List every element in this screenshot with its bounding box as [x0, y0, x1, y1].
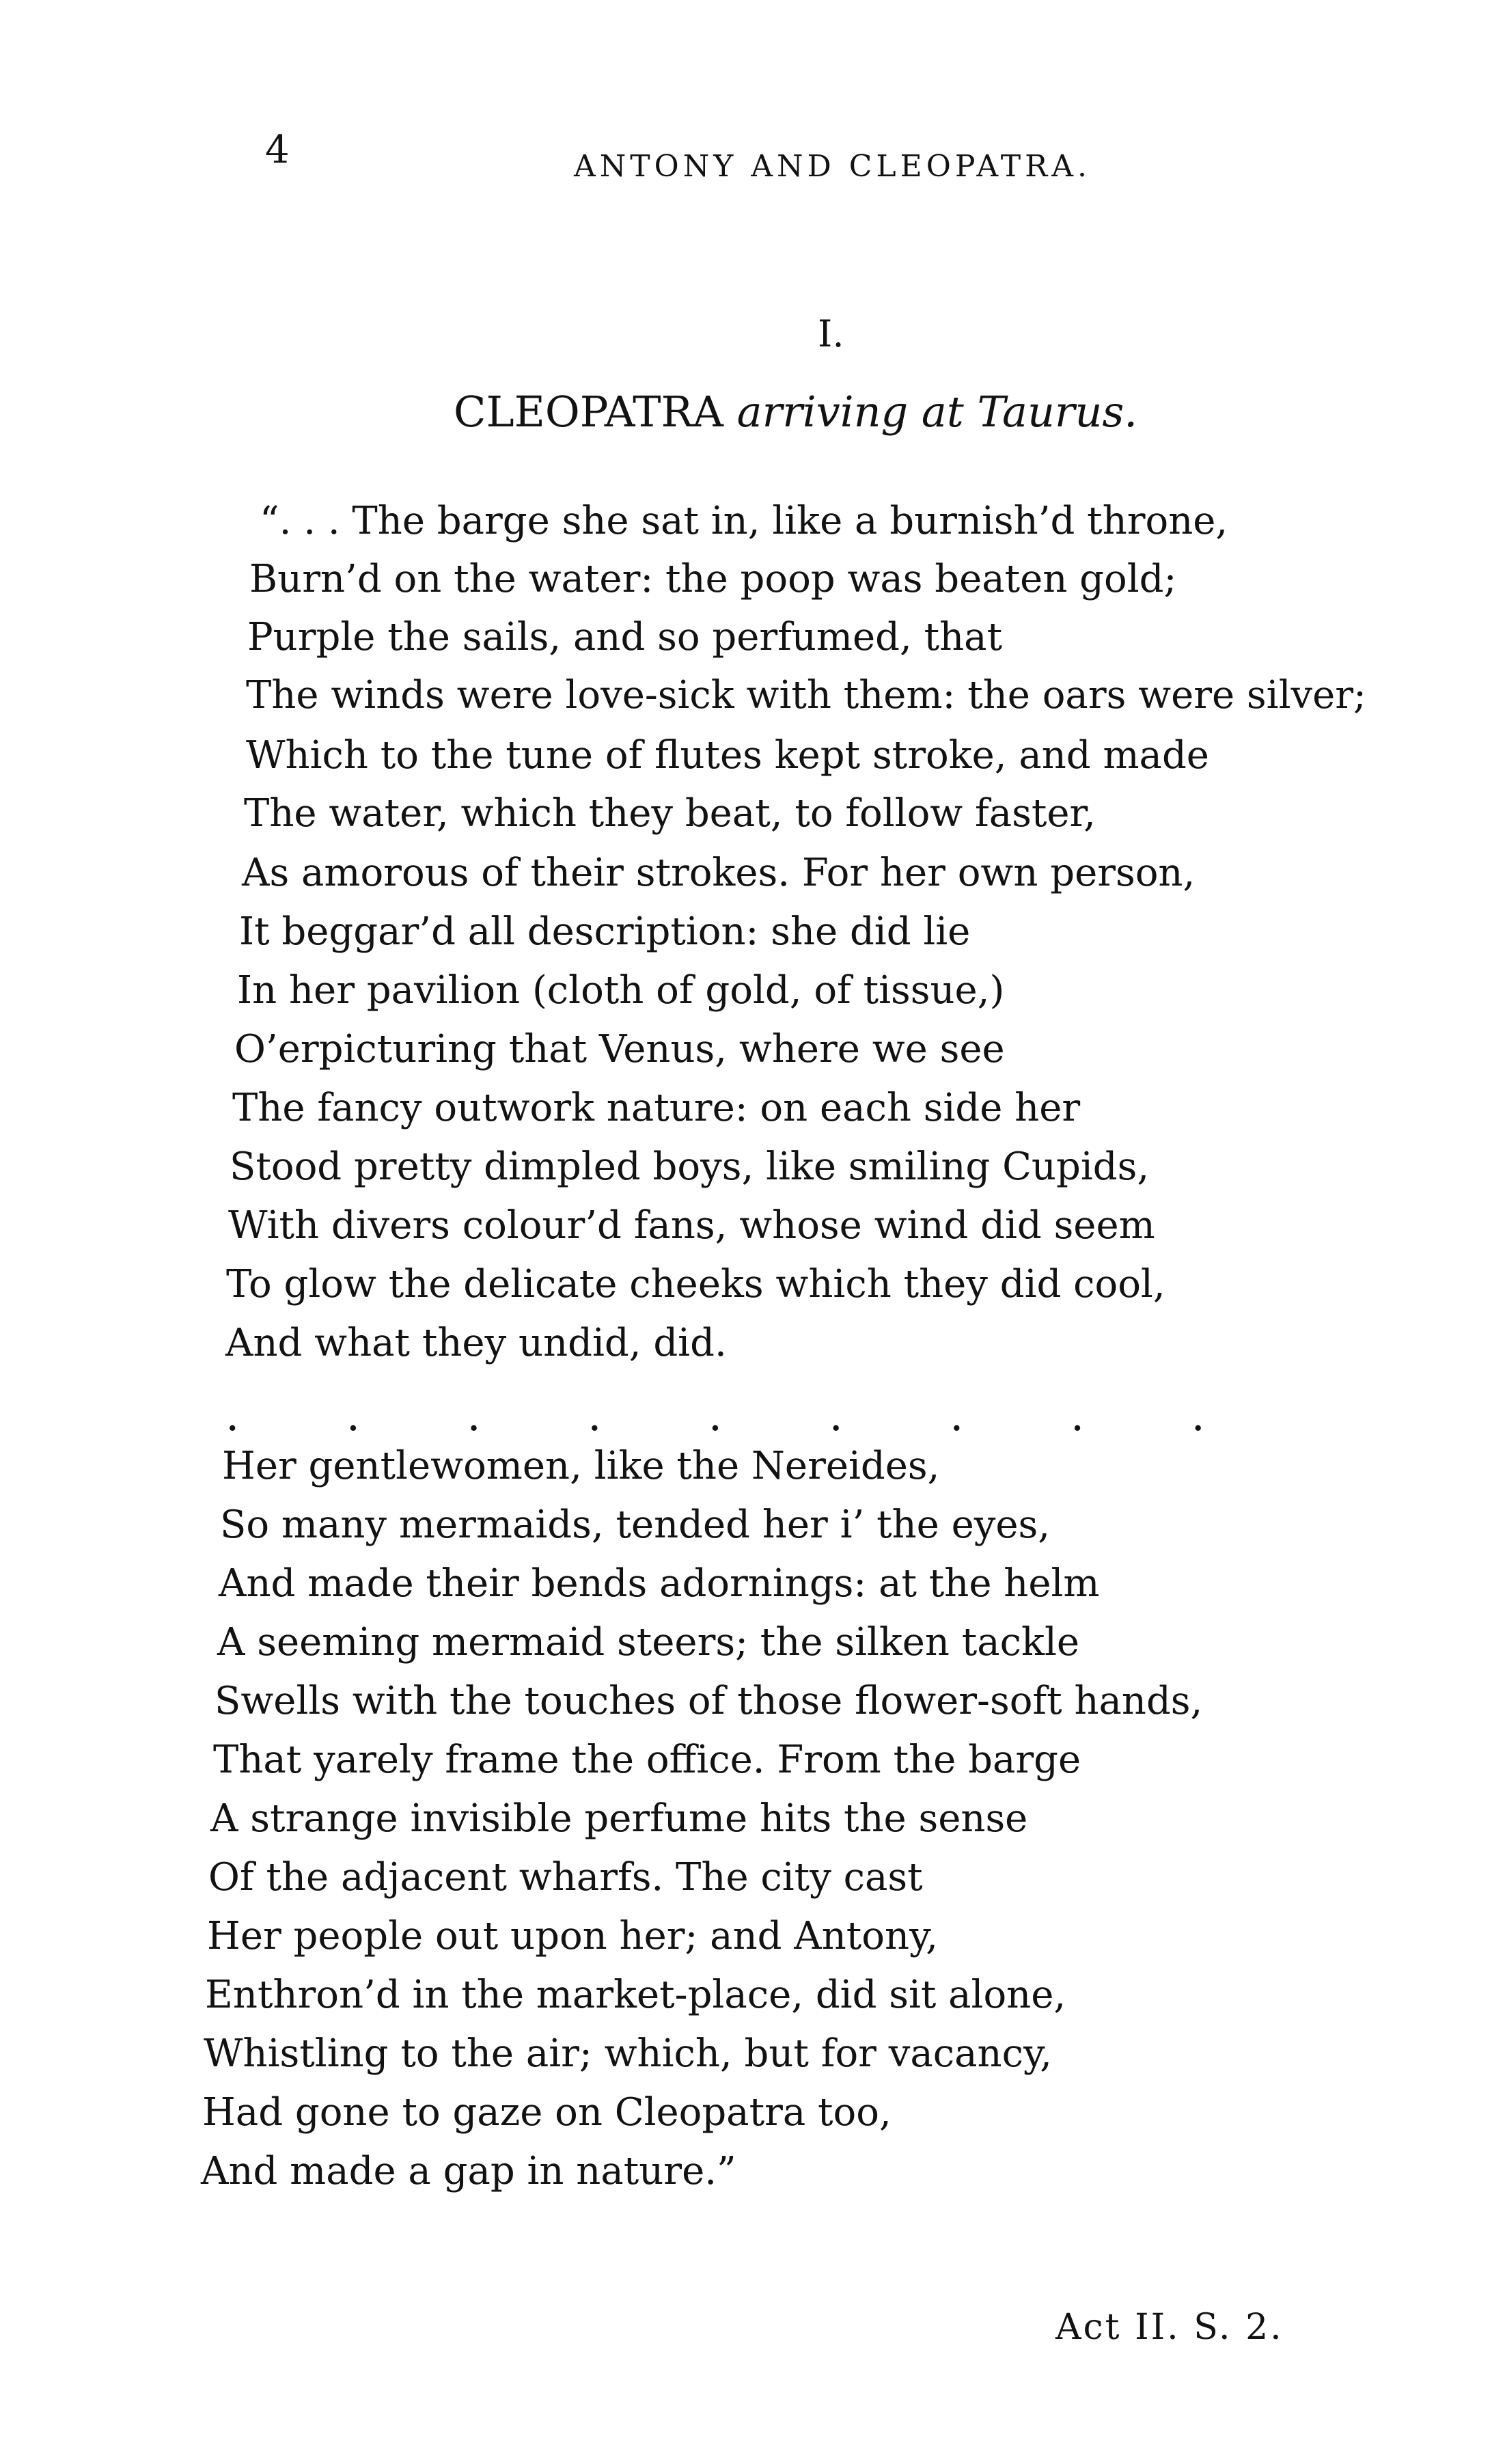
verse-line: The fancy outwork nature: on each side her: [232, 1086, 1081, 1130]
page-number: 4: [265, 128, 290, 172]
verse-line: Her people out upon her; and Antony,: [207, 1914, 939, 1958]
verse-line: That yarely frame the office. From the barge: [213, 1738, 1081, 1782]
verse-line: Swells with the touches of those flower-soft hands,: [215, 1679, 1203, 1723]
title-main: CLEOPATRA: [454, 387, 723, 437]
verse-line: Enthron’d in the market-place, did sit alone,: [205, 1973, 1066, 2017]
verse-line: And made their bends adornings: at the helm: [219, 1561, 1100, 1606]
running-head: ANTONY AND CLEOPATRA.: [574, 149, 1092, 184]
verse-line: A seeming mermaid steers; the silken tackle: [217, 1620, 1079, 1665]
verse-line: The winds were love-sick with them: the oars were silver;: [246, 673, 1366, 717]
verse-line: “. . . The barge she sat in, like a burnish’d throne,: [260, 499, 1228, 543]
verse-line: Burn’d on the water: the poop was beaten gold;: [249, 557, 1177, 601]
verse-line: Stood pretty dimpled boys, like smiling Cupids,: [230, 1145, 1150, 1189]
verse-line: Of the adjacent wharfs. The city cast: [208, 1855, 923, 1900]
verse-line: A strange invisible perfume hits the sense: [210, 1796, 1028, 1841]
verse-line: The water, which they beat, to follow faster,: [244, 791, 1096, 836]
act-scene-citation: Act II. S. 2.: [1055, 2307, 1284, 2348]
verse-line: And made a gap in nature.”: [201, 2149, 736, 2193]
ellipsis-row: . . . . . . . . .: [225, 1391, 1252, 1441]
verse-line: In her pavilion (cloth of gold, of tissue,): [237, 968, 1005, 1013]
verse-line: Had gone to gaze on Cleopatra too,: [202, 2090, 892, 2135]
verse-line: To glow the delicate cheeks which they did cool,: [226, 1262, 1165, 1306]
title-italic: arriving at Taurus.: [736, 387, 1138, 437]
verse-line: With divers colour’d fans, whose wind did seem: [228, 1203, 1155, 1248]
verse-line: Her gentlewomen, like the Nereides,: [222, 1444, 940, 1488]
verse-line: And what they undid, did.: [225, 1321, 727, 1365]
verse-line: So many mermaids, tended her i’ the eyes,: [220, 1503, 1051, 1547]
verse-line: Whistling to the air; which, but for vacancy,: [204, 2031, 1052, 2076]
verse-line: As amorous of their strokes. For her own person,: [242, 851, 1196, 895]
verse-line: O’erpicturing that Venus, where we see: [234, 1027, 1005, 1071]
verse-line: It beggar’d all description: she did lie: [239, 909, 971, 954]
section-number: I.: [818, 312, 844, 355]
verse-line: Purple the sails, and so perfumed, that: [247, 615, 1003, 659]
verse-line: Which to the tune of flutes kept stroke, and made: [246, 733, 1209, 778]
